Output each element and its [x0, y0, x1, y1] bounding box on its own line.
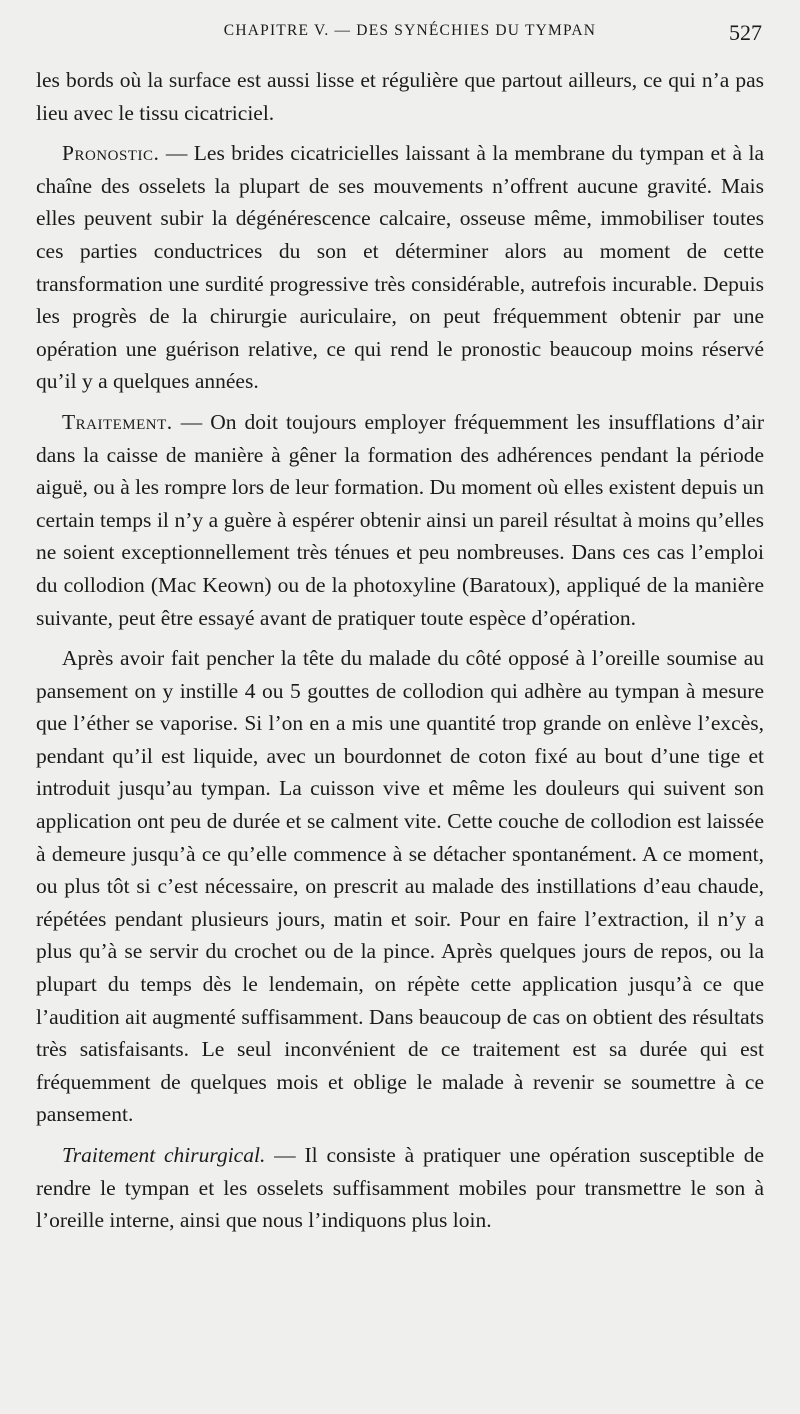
paragraph-text: les bords où la surface est aussi lisse et régulière que partout ailleurs, ce qui n’a pas lieu avec le tissu cicatriciel. [36, 68, 764, 125]
paragraph-traitement [36, 406, 764, 634]
paragraph-procedure [36, 642, 764, 1131]
paragraph-pronostic [36, 137, 764, 398]
running-head [36, 22, 764, 64]
paragraph-text: — Il consiste à pratiquer une opération susceptible de rendre le tympan et les osselets suffisamment mobiles pour transmettre le son à l’oreille interne, ainsi que nous l’indiquons plus loin. [36, 1143, 764, 1233]
paragraph-text: — On doit toujours employer fréquemment les insufflations d’air dans la caisse de manière à gêner la formation des adhérences pendant la période aiguë, ou à les rompre lors de leur formation. Du moment où elles existent depuis un certain temps il n’y a guère à espérer obtenir ainsi un pareil résultat à moins qu’elles ne soient exceptionnellement très ténues et peu nombreuses. Dans ces cas l’emploi du collodion (Mac Keown) ou de la photoxyline (Baratoux), appliqué de la manière suivante, peut être essayé avant de pratiquer toute espèce d’opération. [36, 409, 764, 630]
section-heading-traitement-chirurgical: Traitement chirurgical. [62, 1143, 266, 1167]
paragraph-traitement-chirurgical [36, 1139, 764, 1237]
page-number: 527 [729, 20, 762, 45]
body-text [36, 64, 764, 1237]
section-heading-pronostic: Pronostic. [62, 141, 160, 166]
paragraph-continuation [36, 64, 764, 129]
paragraph-text: Après avoir fait pencher la tête du malade du côté opposé à l’oreille soumise au pansement on y instille 4 ou 5 gouttes de collodion qui adhère au tympan à mesure que l’éther se vaporise. Si l’on en a mis une quantité trop grande on enlève l’excès, pendant qu’il est liquide, avec un bourdonnet de coton fixé au bout d’une tige et introduit jusqu’au tympan. La cuisson vive et même les douleurs qui suivent son application ont peu de durée et se calment vite. Cette couche de collodion est laissée à demeure jusqu’à ce qu’elle commence à se détacher spontanément. A ce moment, ou plus tôt si c’est nécessaire, on prescrit au malade des instillations d’eau chaude, répétées pendant plusieurs jours, matin et soir. Pour en faire l’extraction, il n’y a plus qu’à se servir du crochet ou de la pince. Après quelques jours de repos, ou la plupart du temps dès le lendemain, on répète cette application jusqu’à ce que l’audition ait augmenté suffisamment. Dans beaucoup de cas on obtient des résultats très satisfaisants. Le seul inconvénient de ce traitement est sa durée qui est fréquemment de quelques mois et oblige le malade à revenir se soumettre à ce pansement. [36, 646, 764, 1127]
running-title: CHAPITRE V. — DES SYNÉCHIES DU TYMPAN [223, 22, 597, 39]
section-heading-traitement: Traitement. [62, 409, 173, 434]
paragraph-text: — Les brides cicatricielles laissant à la membrane du tympan et à la chaîne des osselets la plupart de ses mouvements n’offrent aucune gravité. Mais elles peuvent subir la dégénérescence calcaire, osseuse même, immobiliser toutes ces parties conductrices du son et déterminer alors au moment de cette transformation une surdité progressive très considérable, autrefois incurable. Depuis les progrès de la chirurgie auriculaire, on peut fréquemment obtenir par une opération une guérison relative, ce qui rend le pronostic beaucoup moins réservé qu’il y a quelques années. [36, 141, 764, 394]
